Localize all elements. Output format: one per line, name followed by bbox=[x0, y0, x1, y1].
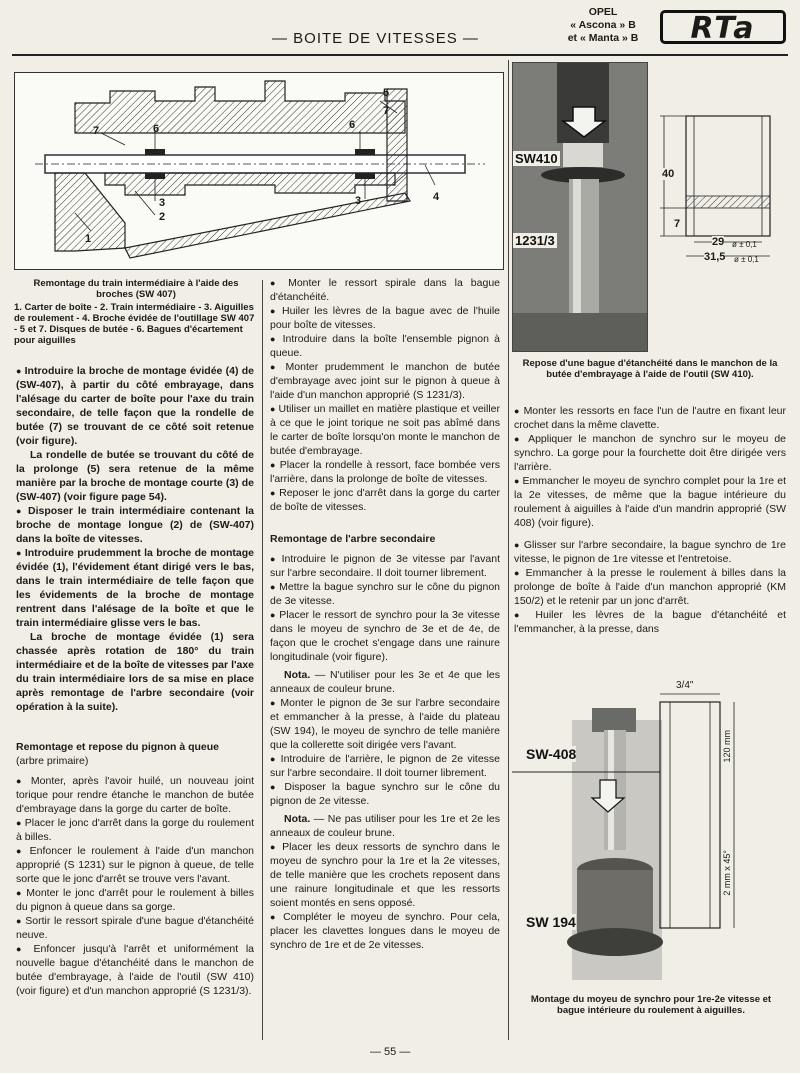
synchro-hub-figure bbox=[512, 680, 788, 982]
figure2-caption: Repose d'une bague d'étanchéité dans le manchon de la butée d'embrayage à l'aide de l'outil (SW 410). bbox=[522, 358, 778, 380]
sw194-label: SW 194 bbox=[526, 914, 576, 930]
c2-nota-2-label: Nota. bbox=[284, 813, 311, 825]
c2-bullet-13: ● Disposer la bague synchro sur le cône du pignon de 2e vitesse. bbox=[270, 780, 500, 808]
callout-3-right: 3 bbox=[355, 195, 362, 207]
c2-bullet-6: ● Placer la rondelle à ressort, face bombée vers l'arrière, dans la prolonge de boîte de vitesses. bbox=[270, 458, 500, 486]
dim-3-4: 3/4" bbox=[676, 680, 694, 691]
c1-bullet-2: ● Placer le jonc d'arrêt dans la gorge du roulement à billes. bbox=[16, 816, 254, 844]
c2-bullet-4: ● Monter prudemment le manchon de butée d'embrayage avec joint sur le pignon à queue à l'aide d'un manchon approprié (S 1231/3). bbox=[270, 360, 500, 402]
text-column-2 bbox=[270, 276, 500, 952]
header-rule bbox=[12, 54, 788, 56]
c1-bullet-4: ● Monter le jonc d'arrêt pour le roulement à billes du pignon à queue dans sa gorge. bbox=[16, 886, 254, 914]
c2-bullet-3: ● Introduire dans la boîte l'ensemble pignon à queue. bbox=[270, 332, 500, 360]
c3-bullet-2: ● Appliquer le manchon de synchro sur le moyeu de synchro. La gorge pour la fourchette doit être dirigée vers l'arrière. bbox=[514, 432, 786, 474]
model-line-2: et « Manta » B bbox=[567, 32, 639, 44]
page-header-title: — BOITE DE VITESSES — bbox=[272, 30, 479, 47]
c1-bullet-1: ● Monter, après l'avoir huilé, un nouveau joint torique pour rendre étanche le manchon de butée d'embrayage dans la gorge du carter de boîte. bbox=[16, 774, 254, 816]
text-column-3 bbox=[514, 404, 786, 636]
c1-para-2: La rondelle de butée se trouvant du côté de la prolonge (5) sera retenue de la même manière par la broche de montage courte (3) de (SW-407) (voir figure page 54). bbox=[16, 449, 254, 503]
c2-bullet-8: ● Introduire le pignon de 3e vitesse par l'avant sur l'arbre secondaire. Il doit tourner librement. bbox=[270, 552, 500, 580]
column-separator-1 bbox=[262, 280, 263, 1040]
vehicle-model bbox=[548, 6, 658, 45]
dim-29: 29 bbox=[712, 236, 725, 248]
c3-bullet-3: ● Emmancher le moyeu de synchro complet pour la 1re et la 2e vitesses, de même que la bague intérieure du roulement à aiguilles à l'aide d'un mandrin approprié (SW 408) (voir figure). bbox=[514, 474, 786, 530]
page-number: — 55 — bbox=[370, 1046, 411, 1058]
c3-bullet-1: ● Monter les ressorts en face l'un de l'autre en fixant leur crochet dans la même clavette. bbox=[514, 404, 786, 432]
rta-logo: RTa bbox=[660, 10, 786, 44]
c2-nota-1 bbox=[270, 668, 500, 696]
c2-bullet-5: ● Utiliser un maillet en matière plastique et veiller à ce que le joint torique ne soit pas abîmé dans le carter de boîte lorsqu'on monte le manchon de butée d'embrayage. bbox=[270, 402, 500, 458]
dim-120mm: 120 mm bbox=[722, 730, 732, 763]
c1-step-3: ● Disposer le train intermédiaire contenant la broche de montage longue (2) de (SW-407) dans la boîte de vitesses. bbox=[16, 504, 254, 546]
figure1-caption-list: 1. Carter de boîte - 2. Train intermédiaire - 3. Aiguilles de roulement - 4. Broche évidée de l'outillage SW 407 - 5 et 7. Disques de butée - 6. Bagues d'écartement pour aiguilles bbox=[14, 302, 255, 346]
dim-7: 7 bbox=[674, 218, 681, 230]
tool-1231-3-label: 1231/3 bbox=[515, 233, 555, 248]
gearbox-section-figure bbox=[14, 72, 504, 270]
c2-nota-2 bbox=[270, 812, 500, 840]
make-label: OPEL bbox=[588, 6, 618, 18]
callout-1: 1 bbox=[85, 233, 92, 245]
callout-6-left: 6 bbox=[153, 123, 160, 135]
column-separator-2 bbox=[508, 60, 509, 1040]
c1-heading: Remontage et repose du pignon à queue bbox=[16, 741, 220, 753]
c3-bullet-5: ● Emmancher à la presse le roulement à billes dans la prolonge de boîte à l'aide d'un manchon approprié (KM 150/2) et le retenir par un jonc d'arrêt. bbox=[514, 566, 786, 608]
figure3-caption: Montage du moyeu de synchro pour 1re-2e vitesse et bague intérieure du roulement à aiguilles. bbox=[530, 994, 772, 1016]
c2-nota-1-label: Nota. bbox=[284, 669, 311, 681]
callout-3-left: 3 bbox=[159, 197, 166, 209]
callout-5: 5 bbox=[383, 87, 390, 99]
callout-2: 2 bbox=[159, 211, 166, 223]
sw410-photo bbox=[512, 62, 648, 352]
c2-bullet-2: ● Huiler les lèvres de la bague avec de l'huile pour boîte de vitesses. bbox=[270, 304, 500, 332]
c1-step-1: ● Introduire la broche de montage évidée (4) de (SW-407), à partir du côté embrayage, dans l'alésage du carter de boîte pour l'axe du train secondaire, de telle façon que la rondelle de butée (7) se trouvant de ce côté soit retenue (voir figure). bbox=[16, 364, 254, 448]
c2-bullet-14: ● Placer les deux ressorts de synchro dans le moyeu de synchro pour la 1re et la 2e vitesses, de telle manière que les crochets reposent dans une rainure longitudinale et que les ressorts soient montés en sens opposé. bbox=[270, 840, 500, 910]
c1-para-5: La broche de montage évidée (1) sera chassée après rotation de 180° du train intermédiaire et de la boîte de vitesses par l'axe du train intermédiaire lors de sa mise en place après remontage de l'arbre secondaire (voir opération à la suite). bbox=[16, 631, 254, 713]
model-line-1: « Ascona » B bbox=[570, 19, 636, 31]
c2-bullet-7: ● Reposer le jonc d'arrêt dans la gorge du carter de boîte de vitesses. bbox=[270, 486, 500, 514]
c1-bullet-6: ● Enfoncer jusqu'à l'arrêt et uniformément la nouvelle bague d'étanchéité dans le manchon de butée d'embrayage, à l'aide de l'outil (SW 410) (voir figure) et d'un manchon approprié (S 1231/3). bbox=[16, 942, 254, 998]
dim-chamfer: 2 mm x 45° bbox=[722, 850, 732, 896]
callout-4: 4 bbox=[433, 191, 440, 203]
callout-6-right: 6 bbox=[349, 119, 356, 131]
c3-bullet-4: ● Glisser sur l'arbre secondaire, la bague synchro de 1re vitesse, le pignon de 1re vitesse et l'entretoise. bbox=[514, 538, 786, 566]
c2-nota-1-text: — N'utiliser pour les 3e et 4e que les anneaux de couleur brune. bbox=[270, 669, 500, 695]
dim-31-5: 31,5 bbox=[704, 251, 726, 263]
c2-bullet-11: ● Monter le pignon de 3e sur l'arbre secondaire et emmancher à la presse, à l'aide du plateau (SW 194), le moyeu de synchro de telle manière que la collerette soit dirigée vers l'avant. bbox=[270, 696, 500, 752]
sw410-label: SW410 bbox=[515, 151, 558, 166]
c1-bullet-5: ● Sortir le ressort spirale d'une bague d'étanchéité neuve. bbox=[16, 914, 254, 942]
c1-step-4: ● Introduire prudemment la broche de montage évidée (1), l'évidement étant dirigé vers le bas, dans le train intermédiaire de telle façon que les évidements de la broche de montage rentrent dans l'alésage de la boîte et que le train intermédiaire glisse vers le bas. bbox=[16, 546, 254, 630]
c2-bullet-9: ● Mettre la bague synchro sur le cône du pignon de 3e vitesse. bbox=[270, 580, 500, 608]
callout-7-right: 7 bbox=[383, 105, 390, 117]
callout-7-left: 7 bbox=[93, 125, 100, 137]
c2-bullet-1: ● Monter le ressort spirale dans la bague d'étanchéité. bbox=[270, 276, 500, 304]
c1-subheading: (arbre primaire) bbox=[16, 755, 89, 767]
sleeve-dimension-drawing bbox=[650, 110, 790, 270]
text-column-1 bbox=[16, 364, 254, 998]
dim-31-5-tol: ø ± 0,1 bbox=[734, 255, 759, 264]
figure1-caption-title: Remontage du train intermédiaire à l'aide des broches (SW 407) bbox=[33, 278, 239, 300]
dim-40: 40 bbox=[662, 168, 675, 180]
c2-bullet-12: ● Introduire de l'arrière, le pignon de 2e vitesse sur l'arbre secondaire. Il doit tourner librement. bbox=[270, 752, 500, 780]
c2-bullet-10: ● Placer le ressort de synchro pour la 3e vitesse dans le moyeu de synchro de 3e et de 4e, de façon que le crochet s'engage dans une rainure longitudinale (voir figure). bbox=[270, 608, 500, 664]
dim-29-tol: ø ± 0,1 bbox=[732, 240, 757, 249]
sw408-label: SW-408 bbox=[526, 746, 577, 762]
c2-nota-2-text: — Ne pas utiliser pour les 1re et 2e les anneaux de couleur brune. bbox=[270, 813, 500, 839]
c2-bullet-15: ● Compléter le moyeu de synchro. Pour cela, placer les clavettes longues dans le moyeu de synchro de 1re et de 2e vitesses. bbox=[270, 910, 500, 952]
c3-bullet-6: ● Huiler les lèvres de la bague d'étanchéité et l'emmancher, à la presse, dans bbox=[514, 608, 786, 636]
c1-bullet-3: ● Enfoncer le roulement à l'aide d'un manchon approprié (S 1231) sur le pignon à queue, de telle sorte que le jonc d'arrêt se trouve vers l'avant. bbox=[16, 844, 254, 886]
c2-heading: Remontage de l'arbre secondaire bbox=[270, 533, 436, 545]
